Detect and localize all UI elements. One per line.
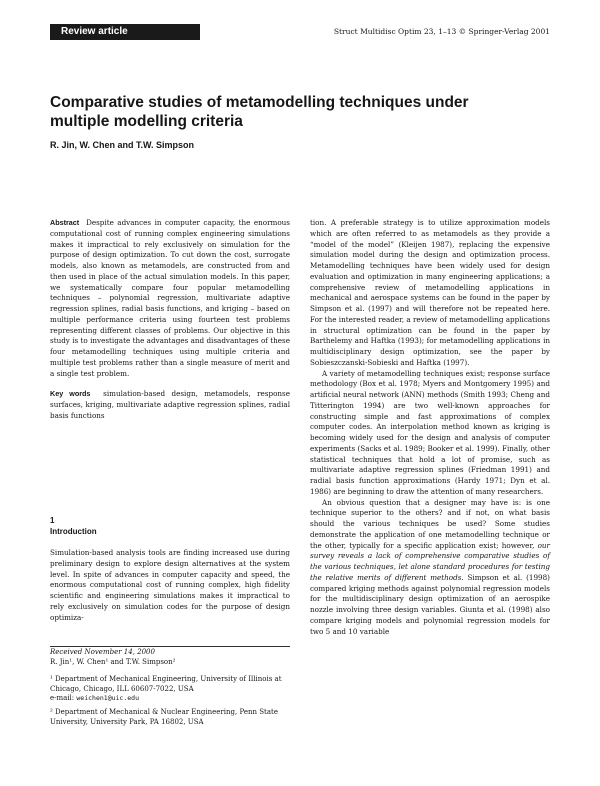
affiliation-2: ² Department of Mechanical & Nuclear Engineering, Penn State University, University Park, PA 16802, USA <box>50 707 278 726</box>
journal-info: Struct Multidisc Optim 23, 1–13 © Springer-Verlag 2001 <box>333 27 550 36</box>
email-address[interactable]: weichen1@uic.edu <box>76 694 140 703</box>
email-line <box>50 694 290 704</box>
author-list: R. Jin, W. Chen and T.W. Simpson <box>50 140 195 150</box>
paper-title: Comparative studies of metamodelling techniques under multiple modelling criteria <box>50 94 469 130</box>
right-column <box>310 218 550 637</box>
body-paragraph-3-end: Simpson et al. (1998) compared kriging methods against polynomial regression models for the multidisciplinary design optimization of an aerospike nozzle involving three design variables. Giunta et al. (1998) also compare kriging models and polynomial regression models for two 5 and 10 variable <box>310 572 550 636</box>
keywords <box>50 389 290 421</box>
abstract <box>50 218 290 379</box>
body-paragraph-2: A variety of metamodelling techniques exist; response surface methodology (Box et al. 1978; Myers and Montgomery 1995) and artificial neural network (ANN) methods (Smith 1993; Cheng and Titterington 1994) are two well-known approaches for constructing simple and fast approximations of complex computer codes. An interpolation method known as kriging is becoming widely used for the design and analysis of computer experiments (Sacks et al. 1989; Booker et al. 1999). Finally, other statistical techniques that hold a lot of promise, such as multivariate adaptive regression splines (Friedman 1991) and radial basis function approximations (Hardy 1971; Dyn et al. 1986) are beginning to draw the attention of many researchers. <box>310 368 550 496</box>
body-paragraph-3 <box>310 498 550 638</box>
body-paragraph-3-start: An obvious question that a designer may have is: is one technique superior to the others? and if not, on what basis should the various techniques be used? Some studies demonstrate the application of one metamodelling technique or the other, typically for a specific application exist; however, <box>310 497 550 550</box>
section-heading <box>50 515 290 537</box>
abstract-text: Despite advances in computer capacity, the enormous computational cost of running complex engineering simulations makes it impractical to rely exclusively on simulation for the purpose of design optimization. To cut down the cost, surrogate models, also known as metamodels, are constructed from and then used in place of the actual simulation models. In this paper, we systematically compare four popular metamodelling techniques – polynomial regression, multivariate adaptive regression splines, radial basis functions, and kriging – based on multiple performance criteria using fourteen test problems representing different classes of problems. Our objective in this study is to investigate the advantages and disadvantages of these four metamodelling techniques using multiple criteria and multiple test problems rather than a single measure of merit and a single test problem. <box>50 218 290 378</box>
affiliation-1: ¹ Department of Mechanical Engineering, University of Illinois at Chicago, Chicago, ILL 60607-7022, USA <box>50 675 282 693</box>
footnote-rule <box>50 646 290 647</box>
emphasized-claim: our survey reveals a lack of comprehensive comparative studies of the various techniques, let alone standard procedures for testing the relative merits of different methods. <box>310 540 550 582</box>
footnotes <box>50 648 290 727</box>
section-number: 1 <box>50 516 55 525</box>
section-title: Introduction <box>50 527 97 536</box>
article-type-banner: Review article <box>50 24 200 40</box>
keywords-text: simulation-based design, metamodels, response surfaces, kriging, multivariate adaptive regression splines, radial basis functions <box>50 389 290 420</box>
left-column <box>50 218 290 422</box>
body-paragraph-1: tion. A preferable strategy is to utilize approximation models which are often referred to as metamodels as they provide a “model of the model” (Kleijen 1987), replacing the expensive simulation model during the design and optimization process. Metamodelling techniques have been widely used for design evaluation and optimization in many engineering applications; a comprehensive review of metamodelling applications in mechanical and aerospace systems can be found in the paper by Simpson et al. (1997) and will therefore not be repeated here. For the interested reader, a review of metamodelling applications in structural optimization can be found in the paper by Barthelemy and Haftka (1993); for metamodelling applications in multidisciplinary design optimization, see the paper by Sobieszczanski-Sobieski and Haftka (1997). <box>310 218 550 367</box>
footnote-authors: R. Jin¹, W. Chen¹ and T.W. Simpson² <box>50 657 176 666</box>
email-label: e-mail: <box>50 694 75 703</box>
abstract-label: Abstract <box>50 218 80 227</box>
received-date: Received November 14, 2000 <box>50 648 155 656</box>
introduction-text: Simulation-based analysis tools are finding increased use during preliminary design to explore design alternatives at the system level. In spite of advances in computer capacity and speed, the enormous computational cost of running complex, high fidelity scientific and engineering simulations makes it impractical to rely exclusively on simulation codes for the purpose of design optimiza- <box>50 548 290 622</box>
keywords-label: Key words <box>50 389 91 399</box>
